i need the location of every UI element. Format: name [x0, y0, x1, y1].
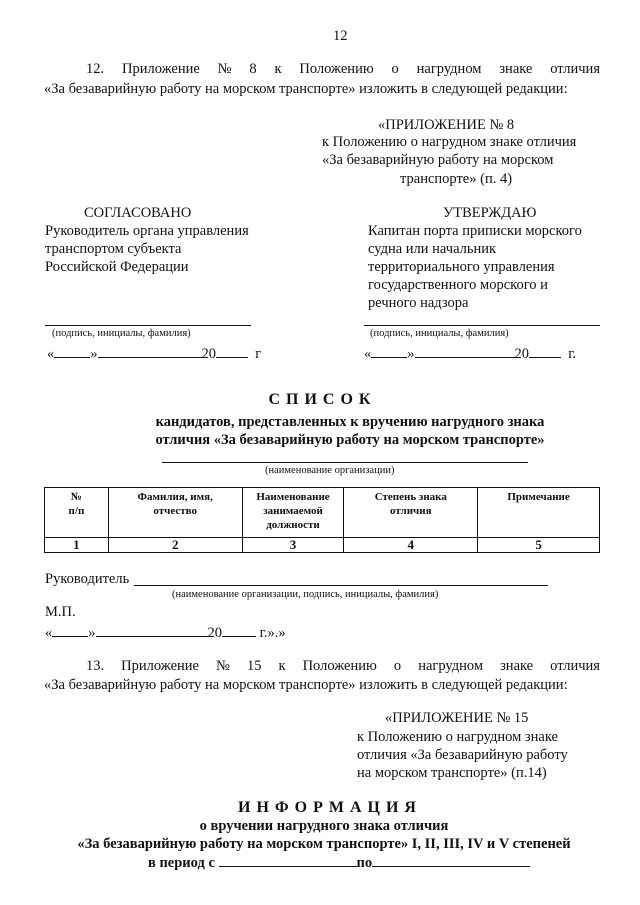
table-header-cell: Фамилия, имя, отчество	[108, 488, 242, 538]
date-quote-close: »	[90, 346, 98, 362]
approve-line: Капитан порта приписки морского	[368, 223, 582, 239]
item12-word: 8	[249, 61, 257, 77]
table-header-cell: Степень знака отличия	[344, 488, 478, 538]
organization-line	[162, 462, 528, 463]
approve-title: УТВЕРЖДАЮ	[443, 205, 537, 221]
item12-first-line	[86, 61, 600, 78]
date-quote-open: «	[364, 346, 372, 362]
item13-word: №	[216, 658, 230, 674]
item13-word: знаке	[500, 658, 534, 674]
head-date	[45, 624, 286, 642]
item13-second-line: «За безаварийную работу на морском транспорте» изложить в следующей редакции:	[44, 677, 568, 693]
item13-word: отличия	[550, 658, 600, 674]
head-signature-line	[134, 585, 548, 586]
item13-word: Приложение	[121, 658, 199, 674]
list-subtitle: отличия «За безаварийную работу на морском транспорте»	[155, 432, 545, 448]
date-year-blank	[529, 345, 561, 358]
page-number: 12	[333, 28, 348, 44]
approve-line: судна или начальник	[368, 241, 497, 257]
agreed-date	[47, 345, 261, 363]
date-quote-open: «	[45, 625, 53, 641]
date-quote-close: »	[88, 625, 96, 641]
item13-word: нагрудном	[418, 658, 484, 674]
table-number-row	[45, 538, 600, 553]
approve-date	[364, 345, 576, 363]
table-number-cell: 5	[478, 538, 600, 553]
date-day-blank	[371, 345, 407, 358]
date-day-blank	[52, 624, 88, 637]
list-subtitle: кандидатов, представленных к вручению нагрудного знака	[155, 414, 545, 430]
date-suffix: г	[255, 346, 262, 362]
table-header-cell: № п/п	[45, 488, 109, 538]
date-suffix: г.	[568, 346, 577, 362]
appendix8-title: «ПРИЛОЖЕНИЕ № 8	[378, 117, 515, 133]
table-number-cell: 1	[45, 538, 109, 553]
period-mid: по	[356, 855, 373, 871]
date-year: 20	[207, 625, 222, 641]
date-quote-open: «	[47, 346, 55, 362]
appendix8-line: «За безаварийную работу на морском	[322, 152, 554, 168]
seal-label: М.П.	[45, 604, 76, 620]
appendix8-line: транспорте» (п. 4)	[400, 171, 513, 187]
agreed-signature-caption: (подпись, инициалы, фамилия)	[52, 328, 191, 339]
item13-word: 15	[246, 658, 262, 674]
approve-line: территориального управления	[368, 259, 555, 275]
table-header-cell: Примечание	[478, 488, 600, 538]
item13-word: к	[278, 658, 286, 674]
item13-word: 13.	[86, 658, 105, 674]
date-year: 20	[514, 346, 529, 362]
table-header-row	[45, 488, 600, 538]
info-title: И Н Ф О Р М А Ц И Я	[238, 799, 417, 816]
item13-word: о	[393, 658, 402, 674]
list-title: С П И С О К	[268, 391, 372, 408]
item12-word: отличия	[550, 61, 600, 77]
item12-word: нагрудном	[416, 61, 482, 77]
agreed-line: Российской Федерации	[45, 259, 189, 275]
appendix15-title: «ПРИЛОЖЕНИЕ № 15	[385, 710, 529, 726]
appendix8-line: к Положению о нагрудном знаке отличия	[322, 134, 577, 150]
date-day-blank	[54, 345, 90, 358]
item12-second-line: «За безаварийную работу на морском транспорте» изложить в следующей редакции:	[44, 81, 568, 97]
appendix15-line: на морском транспорте» (п.14)	[357, 765, 547, 781]
agreed-signature-line	[45, 325, 251, 326]
item12-word: о	[391, 61, 399, 77]
approve-line: государственного морского и	[368, 277, 548, 293]
date-year: 20	[201, 346, 216, 362]
period-start-blank	[219, 854, 357, 867]
approve-signature-line	[364, 325, 600, 326]
approve-line: речного надзора	[368, 295, 469, 311]
agreed-line: транспортом субъекта	[45, 241, 182, 257]
date-quote-close: »	[407, 346, 415, 362]
head-label: Руководитель	[45, 571, 130, 587]
item12-word: 12.	[86, 61, 105, 77]
table-header-cell: Наименование занимаемой должности	[242, 488, 344, 538]
approve-signature-caption: (подпись, инициалы, фамилия)	[370, 328, 509, 339]
item12-word: №	[217, 61, 232, 77]
head-signature-caption: (наименование организации, подпись, инициалы, фамилия)	[172, 589, 439, 600]
table-number-cell: 2	[108, 538, 242, 553]
appendix15-line: отличия «За безаварийную работу	[357, 747, 568, 763]
period-end-blank	[372, 854, 530, 867]
item13-word: Положению	[302, 658, 377, 674]
info-subtitle: «За безаварийную работу на морском транспорте» I, II, III, IV и V степеней	[77, 836, 571, 852]
appendix15-line: к Положению о нагрудном знаке	[357, 729, 558, 745]
organization-caption: (наименование организации)	[265, 465, 395, 476]
date-month-blank	[98, 345, 202, 358]
table-number-cell: 4	[344, 538, 478, 553]
date-year-blank	[216, 345, 248, 358]
info-period	[148, 854, 530, 872]
item12-word: Приложение	[121, 61, 200, 77]
candidates-table	[44, 487, 600, 553]
date-month-blank	[415, 345, 515, 358]
item12-word: к	[274, 61, 282, 77]
agreed-line: Руководитель органа управления	[45, 223, 249, 239]
date-month-blank	[96, 624, 208, 637]
item13-first-line	[86, 658, 600, 675]
info-subtitle: о вручении нагрудного знака отличия	[199, 818, 449, 834]
item12-word: знаке	[499, 61, 533, 77]
table-number-cell: 3	[242, 538, 344, 553]
period-prefix: в период с	[148, 855, 215, 871]
date-suffix: г.».»	[259, 625, 286, 641]
date-year-blank	[222, 624, 256, 637]
item12-word: Положению	[299, 61, 374, 77]
agreed-title: СОГЛАСОВАНО	[84, 205, 192, 221]
